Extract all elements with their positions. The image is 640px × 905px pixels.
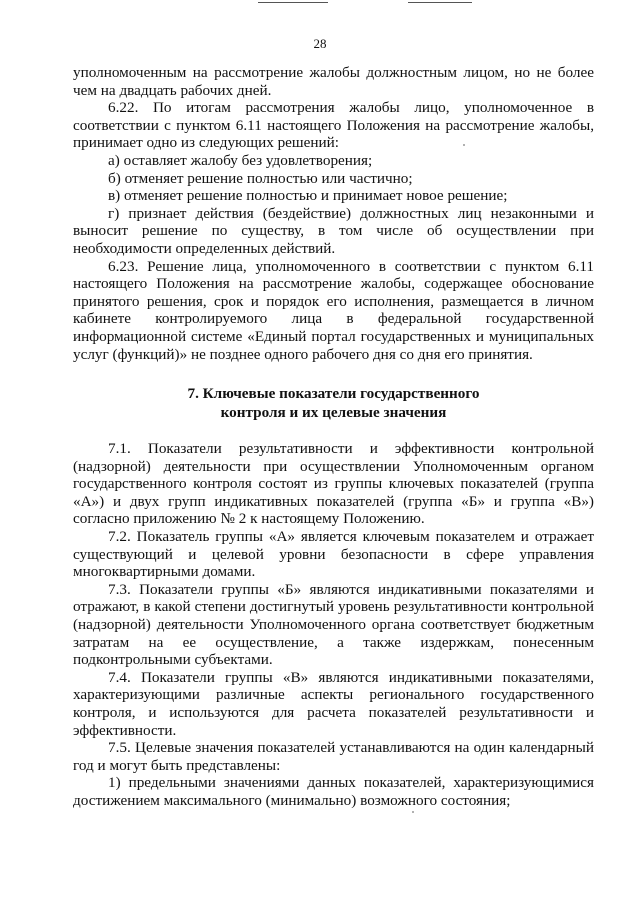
list-item-a: а) оставляет жалобу без удовлетворения; [108,151,373,169]
document-body [73,64,594,810]
list-item-b: б) отменяет решение полностью или частично; [108,169,413,187]
section-heading [73,384,594,422]
top-rule-left [258,2,328,3]
paragraph-7-3: 7.3. Показатели группы «Б» являются индикативными показателями и отражают, в какой степени достигнутый уровень результативности контрольной (надзорной) деятельности Уполномоченного органа соответствует бюджетным затратам на ее осуществление, а также издержкам, понесенным подконтрольными субъектами. [73,580,594,669]
paragraph-7-5-item-1: 1) предельными значениями данных показателей, характеризующимися достижением максимального (минимально) возможного состояния; [73,774,594,809]
top-rule-right [408,2,472,3]
paragraph-7-5: 7.5. Целевые значения показателей устанавливаются на один календарный год и могут быть представлены: [73,739,594,774]
scan-speck [412,811,414,813]
page-number: 28 [313,36,327,51]
paragraph-7-2: 7.2. Показатель группы «А» является ключевым показателем и отражает существующий и целевой уровни безопасности в сфере управления многоквартирными домами. [73,528,594,581]
paragraph-7-1: 7.1. Показатели результативности и эффективности контрольной (надзорной) деятельности при осуществлении Уполномоченным органом государственного контроля состоят из группы ключевых показателей (группа «А») и двух групп индикативных показателей (группа «Б» и группа «В») согласно приложению № 2 к настоящему Положению. [73,440,594,528]
section-title-line-1: 7. Ключевые показатели государственного [187,385,480,403]
scan-speck [463,144,465,146]
list-item-g: г) признает действия (бездействие) должностных лиц незаконными и выносит решение по существу, в том числе об осуществлении при необходимости определенных действий. [73,204,594,257]
section-title-line-2: контроля и их целевые значения [220,404,447,422]
paragraph-6-23: 6.23. Решение лица, уполномоченного в соответствии с пунктом 6.11 настоящего Положения на рассмотрение жалобы, содержащее обоснование принятого решения, срок и порядок его исполнения, размещается в личном кабинете контролируемого лица в федеральной государственной информационной системе «Единый портал государственных и муниципальных услуг (функций)» не позднее одного рабочего дня со дня его принятия. [73,257,594,363]
list-item-v: в) отменяет решение полностью и принимает новое решение; [108,187,508,205]
paragraph-continuation: уполномоченным на рассмотрение жалобы должностным лицом, но не более чем на двадцать рабочих дней. [73,64,594,99]
paragraph-6-22: 6.22. По итогам рассмотрения жалобы лицо, уполномоченное в соответствии с пунктом 6.11 настоящего Положения на рассмотрение жалобы, принимает одно из следующих решений: [73,99,594,152]
paragraph-7-4: 7.4. Показатели группы «В» являются индикативными показателями, характеризующими различные аспекты регионального государственного контроля, и используются для расчета показателей результативности и эффективности. [73,668,594,739]
